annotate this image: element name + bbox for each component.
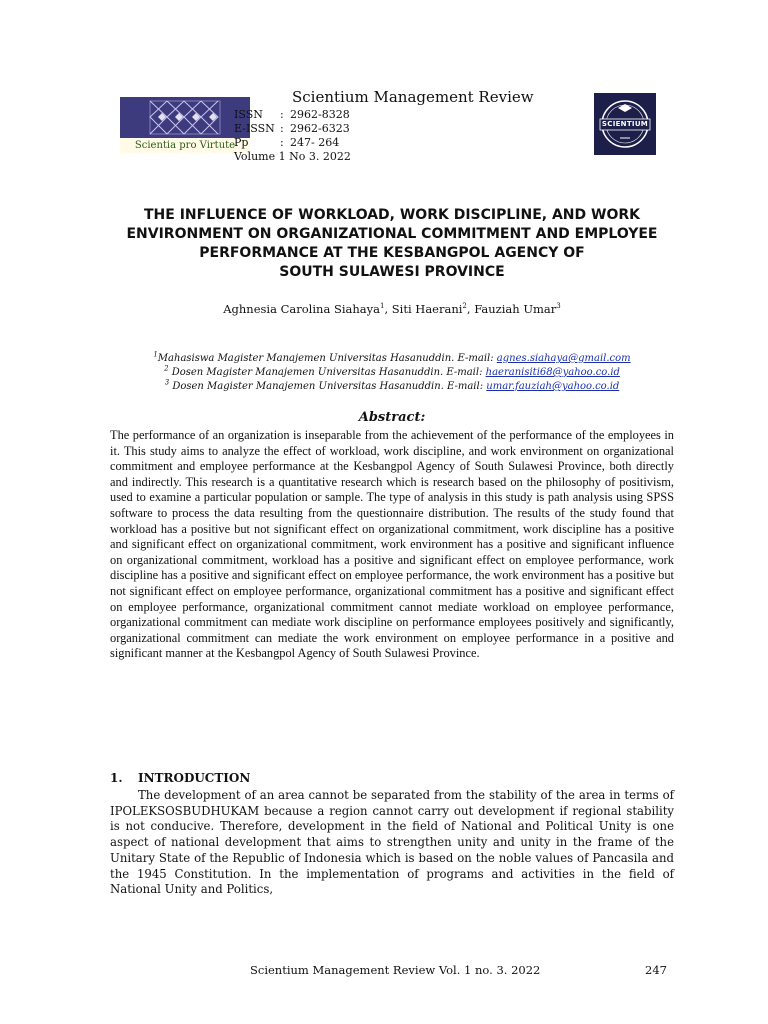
logo-motto: Scientia pro Virtute [120, 138, 250, 153]
author-list: Aghnesia Carolina Siahaya$^1$, Siti Haerani$^2$, Fauziah Umar$^3$ [223, 302, 561, 316]
email-link[interactable]: agnes.siahaya@gmail.com [496, 353, 631, 364]
meta-volume: Volume 1 No 3. 2022 [234, 150, 351, 163]
section-title: INTRODUCTION [138, 771, 251, 785]
author-name: Aghnesia Carolina Siahaya [223, 302, 380, 316]
page-number: 247 [645, 963, 667, 977]
paper-title [110, 206, 674, 282]
journal-logo-left [120, 97, 250, 153]
author-name: Fauziah Umar [474, 302, 557, 316]
author-sup: 2 [462, 302, 467, 311]
section-number: 1. [110, 771, 123, 785]
affiliation-item: $^1$Mahasiswa Magister Manajemen Universitas Hasanuddin. E-mail: agnes.siahaya@gmail.com [153, 350, 631, 364]
title-line: THE INFLUENCE OF WORKLOAD, WORK DISCIPLINE, AND WORK [143, 207, 640, 223]
meta-eissn: E-ISSN : 2962-6323 [234, 122, 350, 135]
affiliation-list [110, 352, 674, 394]
email-link[interactable]: umar.fauziah@yahoo.co.id [486, 381, 620, 392]
title-line: ENVIRONMENT ON ORGANIZATIONAL COMMITMENT AND EMPLOYEE [126, 226, 658, 242]
affiliation-item: $^2$ Dosen Magister Manajemen Universitas Hasanuddin. E-mail: haeranisiti68@yahoo.co.id [164, 364, 620, 378]
journal-name: Scientium Management Review [292, 88, 534, 106]
diamond-pattern-icon [120, 97, 250, 138]
affiliation-item: $^3$ Dosen Magister Manajemen Universitas Hasanuddin. E-mail: umar.fauziah@yahoo.co.id [164, 378, 620, 392]
title-line: PERFORMANCE AT THE KESBANGPOL AGENCY OF [199, 245, 585, 261]
page-footer: Scientium Management Review Vol. 1 no. 3. 2022 [250, 963, 541, 977]
author-name: Siti Haerani [391, 302, 463, 316]
email-link[interactable]: haeranisiti68@yahoo.co.id [485, 367, 620, 378]
journal-logo-right [594, 93, 656, 155]
abstract-body: The performance of an organization is inseparable from the achievement of the performance of the employees in it. This study aims to analyze the effect of workload, work discipline, and work environment on organizational commitment and employee performance at the Kesbangpol Agency of South Sulawesi Province, both directly and indirectly. This research is a quantitative research which is research based on the philosophy of positivism, used to examine a particular population or sample. The type of analysis in this study is path analysis using SPSS software to process the data resulting from the questionnaire distribution. The results of the study found that workload has a positive but not significant effect on organizational commitment, work discipline has a positive and significant effect on organizational commitment, work environment has a positive and significant influence on organizational commitment, workload has a positive and significant effect on employee performance, work discipline has a positive and significant effect on employee performance, the work environment has a positive but not significant effect on employee performance, organizational commitment has a positive and significant effect on employee performance, organizational commitment cannot mediate workload on employee performance, organizational commitment can mediate work discipline on performance employees positively and significantly, organizational commitment can mediate the work environment on employee performance in a positive and significant manner at the Kesbangpol Agency of South Sulawesi Province. [110, 428, 674, 661]
meta-issn: ISSN : 2962-8328 [234, 108, 350, 121]
author-sup: 1 [380, 302, 385, 311]
meta-pages: Pp : 247- 264 [234, 136, 340, 149]
title-line: SOUTH SULAWESI PROVINCE [279, 264, 505, 280]
author-sup: 3 [556, 302, 561, 311]
introduction-body: The development of an area cannot be separated from the stability of the area in terms of IPOLEKSOSBUDHUKAM because a region cannot carry out development if regional stability is not conducive. Therefore, development in the field of National and Political Unity is one aspect of national development that aims to strengthen unity and unity in the frame of the Unitary State of the Republic of Indonesia which is based on the noble values of Pancasila and the 1945 Constitution. In the implementation of programs and activities in the field of National Unity and Politics, [110, 788, 674, 897]
abstract-heading: Abstract: [358, 410, 426, 425]
journal-meta [234, 108, 351, 164]
section-heading [110, 771, 250, 785]
seal-text: SCIENTIUM [601, 120, 649, 128]
